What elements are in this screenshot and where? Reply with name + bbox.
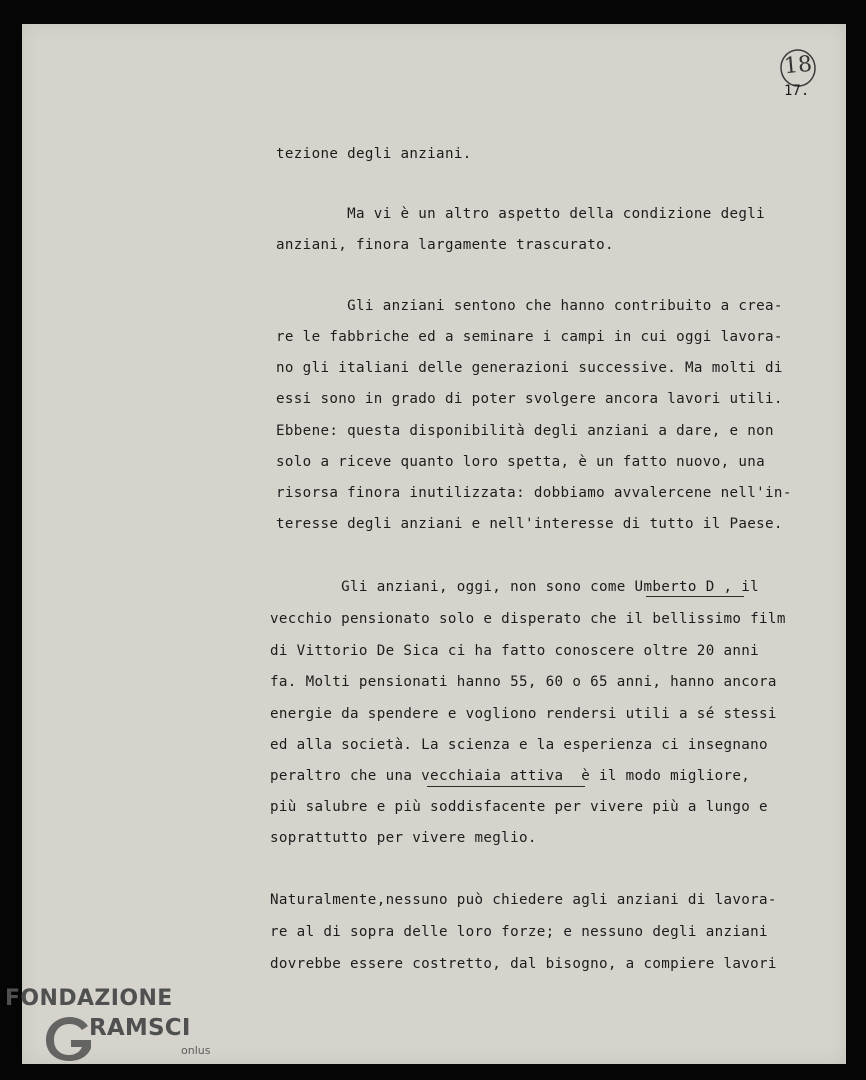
archive-stamp <box>778 48 818 88</box>
text-line: Naturalmente,nessuno può chiedere agli anziani di lavora- <box>270 892 777 908</box>
text-line: vecchio pensionato solo e disperato che il bellissimo film <box>270 611 786 627</box>
watermark-onlus: onlus <box>181 1044 211 1057</box>
text-line: risorsa finora inutilizzata: dobbiamo avvalercene nell'in- <box>276 485 792 501</box>
text-line: Ma vi è un altro aspetto della condizione degli <box>276 206 766 222</box>
text-line: essi sono in grado di poter svolgere ancora lavori utili. <box>276 391 783 407</box>
document-page <box>22 24 846 1064</box>
text-line: re le fabbriche ed a seminare i campi in cui oggi lavora- <box>276 329 783 345</box>
page-number: 17. <box>784 83 810 99</box>
text-line: anziani, finora largamente trascurato. <box>276 237 614 253</box>
text-line: re al di sopra delle loro forze; e nessuno degli anziani <box>270 924 768 940</box>
text-line: teresse degli anziani e nell'interesse di tutto il Paese. <box>276 516 783 532</box>
text-line: più salubre e più soddisfacente per vivere più a lungo e <box>270 799 768 815</box>
text-line: peraltro che una vecchiaia attiva è il modo migliore, <box>270 768 751 784</box>
text-line: Ebbene: questa disponibilità degli anziani a dare, e non <box>276 423 774 439</box>
text-line: fa. Molti pensionati hanno 55, 60 o 65 anni, hanno ancora <box>270 674 777 690</box>
text-line: tezione degli anziani. <box>276 146 472 162</box>
watermark <box>5 986 225 1074</box>
text-line: no gli italiani delle generazioni successive. Ma molti di <box>276 360 783 376</box>
watermark-gramsci: RAMSCI <box>89 1015 191 1041</box>
text-line: energie da spendere e vogliono rendersi utili a sé stessi <box>270 706 777 722</box>
text-line: Gli anziani sentono che hanno contribuito a crea- <box>276 298 783 314</box>
circled-number: 18 <box>782 51 814 80</box>
watermark-foundation: FONDAZIONE <box>5 986 173 1011</box>
text-line: ed alla società. La scienza e la esperienza ci insegnano <box>270 737 768 753</box>
text-line: Gli anziani, oggi, non sono come Umberto D , il <box>270 579 760 595</box>
underline-umberto-d <box>646 596 744 597</box>
text-line: soprattutto per vivere meglio. <box>270 830 537 846</box>
text-line: solo a riceve quanto loro spetta, è un fatto nuovo, una <box>276 454 766 470</box>
text-line: di Vittorio De Sica ci ha fatto conoscere oltre 20 anni <box>270 643 760 659</box>
text-line: dovrebbe essere costretto, dal bisogno, a compiere lavori <box>270 956 777 972</box>
underline-vecchiaia-attiva <box>427 786 585 787</box>
